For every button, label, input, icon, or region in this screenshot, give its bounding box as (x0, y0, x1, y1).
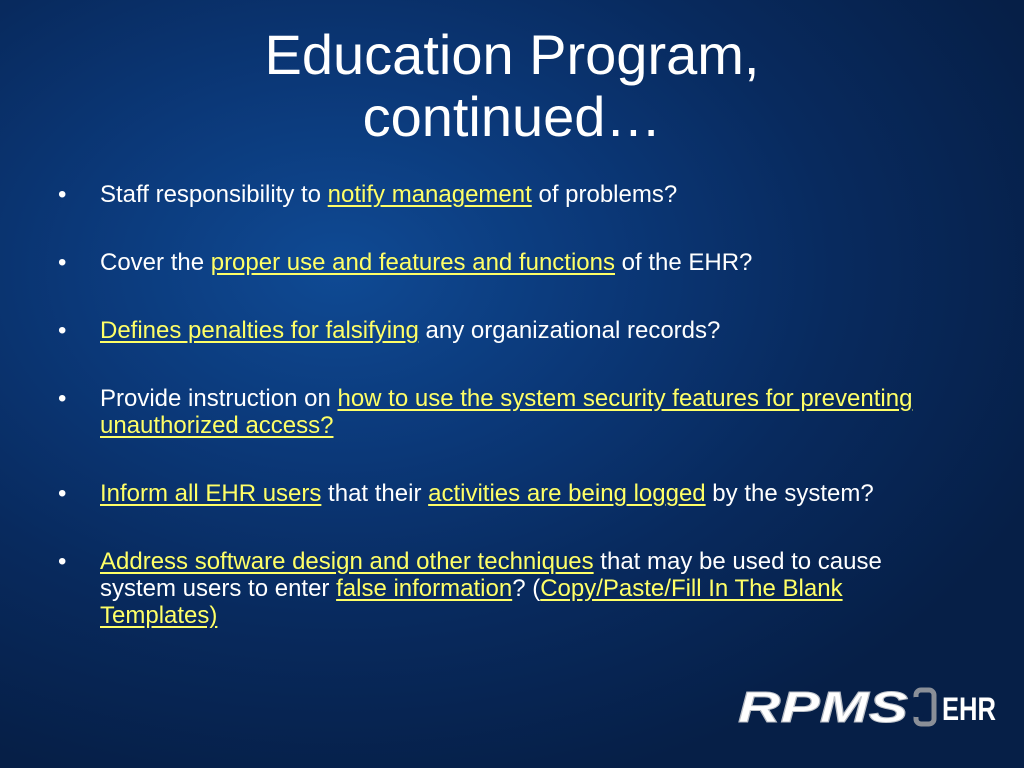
bullet-icon: • (58, 480, 67, 507)
bullet-item (56, 548, 956, 629)
bullet-item (56, 385, 956, 439)
highlight-link[interactable]: proper use and features and functions (210, 249, 615, 276)
bullet-text: Staff responsibility to (100, 181, 328, 208)
bullet-icon: • (58, 548, 67, 575)
bullet-item (56, 480, 956, 507)
bullet-text: ? ( (512, 575, 541, 602)
bullet-text: any organizational records? (418, 317, 721, 344)
bullet-text: Cover the (100, 249, 211, 276)
highlight-link[interactable]: false information (336, 575, 513, 602)
bullet-text: Provide instruction on (100, 385, 338, 412)
highlight-link[interactable]: notify management (327, 181, 532, 208)
bullet-item (56, 317, 956, 344)
logo-ehr-text: EHR (942, 691, 996, 727)
bullet-icon: • (58, 181, 67, 208)
bullet-text: that may be used to cause system users to enter (100, 548, 882, 602)
bullet-item (56, 181, 956, 208)
highlight-link[interactable]: activities are being logged (428, 480, 706, 507)
title-line-2: continued… (362, 85, 662, 148)
bullet-icon: • (58, 317, 67, 344)
highlight-link[interactable]: Address software design and other techniques (100, 548, 594, 575)
highlight-link[interactable]: Copy/Paste/Fill In The Blank Templates) (100, 575, 843, 629)
highlight-link[interactable]: Inform all EHR users (100, 480, 322, 507)
bullet-item (56, 249, 956, 276)
bullet-icon: • (58, 249, 67, 276)
highlight-link[interactable]: Defines penalties for falsifying (100, 317, 419, 344)
bullet-text: of problems? (531, 181, 678, 208)
highlight-link[interactable]: how to use the system security features for preventing unauthorized access? (100, 385, 913, 439)
bullet-text: by the system? (705, 480, 874, 507)
bullet-text: that their (321, 480, 429, 507)
title-line-1: Education Program, (264, 23, 760, 86)
logo-rpms-text: RPMS (738, 683, 908, 732)
rpms-ehr-logo (738, 684, 1000, 732)
bullet-text: of the EHR? (615, 249, 753, 276)
slide-title (0, 24, 1024, 148)
bullet-list (56, 181, 956, 670)
bullet-icon: • (58, 385, 67, 412)
